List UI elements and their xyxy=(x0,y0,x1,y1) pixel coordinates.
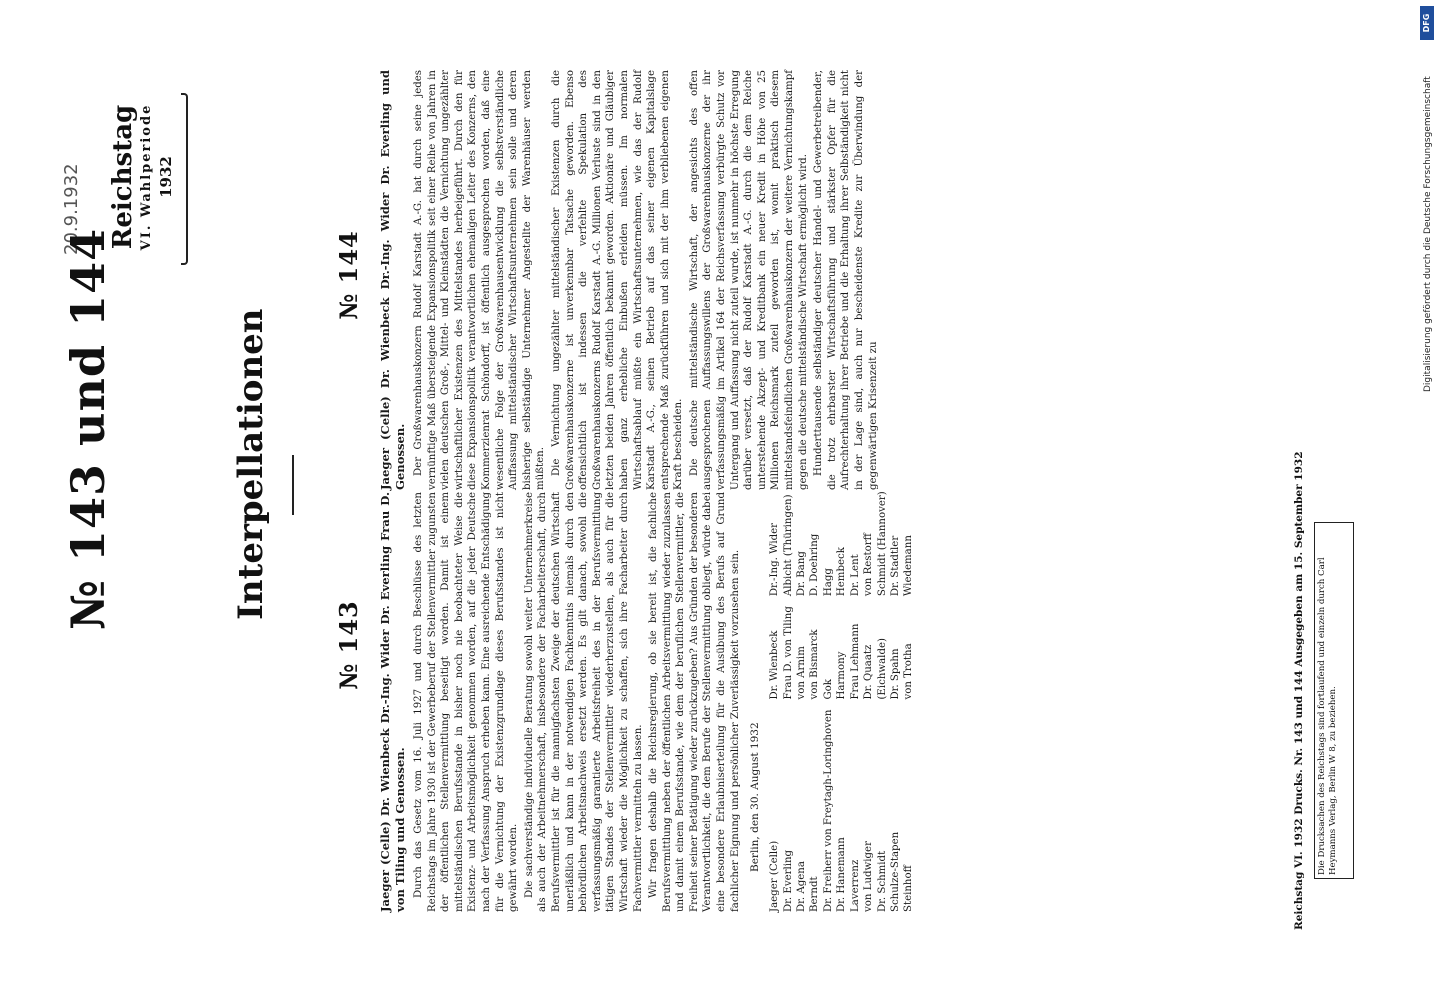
signatory: Gok xyxy=(822,679,834,700)
footer-note-box xyxy=(1314,522,1354,879)
signatories-list xyxy=(768,492,915,912)
interpellation-143-number: № 143 xyxy=(334,600,363,690)
signatory: von Arnim xyxy=(796,646,808,700)
handwritten-date: 20.9.1932 xyxy=(61,163,82,255)
interpellation-144-authors: Jaeger (Celle) Dr. Wienbeck Dr.-Ing. Wider Dr. Everling und Genossen. xyxy=(378,70,407,490)
signatory: Harmony xyxy=(836,651,848,700)
signatory: Dr. Schmidt xyxy=(876,850,888,912)
signatory: Dr. Spahn xyxy=(889,648,901,700)
paragraph: Der Großwarenhauskonzern Rudolf Karstadt A.-G. hat durch seine jedes vernünftige Maß übersteigende Expansionspolitik seit einer Reihe von Jahren in vielen deutschen Groß-, Mittel- und Kleinstädten die Vernichtung ungezählter wirtschaftlicher Existenzen des Mittelstandes herbeigeführt. Durch den für diese Expansionspolitik verantwortlichen ehemaligen Leiter des Konzerns, den Kommerzienrat Schöndorff, ist öffentlich ausgesprochen worden, daß eine wesentliche Folge der Großwarenhausentwicklung die selbstverständliche Auffassung mittelständischer Wirtschaftsunternehmen sein solle und deren bisherige selbständige Unternehmer Angestellte der Warenhäuser werden müßten. xyxy=(413,70,547,490)
footer-note: Die Drucksachen des Reichstags sind fortlaufend und einzeln durch Carl Heymanns Verlag, Berlin W 8, zu beziehen. xyxy=(1317,557,1338,875)
paragraph: Die deutsche mittelständische Wirtschaft, der angesichts des offen ausgesprochenen Auffassungswillens der Großwarenhauskonzerne der ihr verfassungsmäßig im Artikel 164 der Reichsverfassung verbürgte Schutz vor Untergang und Auffassung nicht zuteil wurde, ist nunmehr in höchste Erregung darüber versetzt, daß der Rudolf Karstadt A.-G. durch die dem Reiche unterstehende Akzept- und Kreditbank ein neuer Kredit in Höhe von 25 Millionen Reichsmark zuteil geworden ist, womit praktisch diesem mittelstandsfeindlichen Großwarenhauskonzern der weitere Vernichtungskampf gegen die deutsche mittelständische Wirtschaft ermöglicht wird. xyxy=(688,70,809,490)
reichstag-header xyxy=(108,92,188,262)
parliament-name: Reichstag xyxy=(108,104,138,250)
signatory: Dr. Agena xyxy=(796,861,808,912)
signatory: Dr. Bang xyxy=(796,551,808,597)
paragraph: Die sachverständige individuelle Beratung sowohl weiter Unternehmerkreise als auch der Arbeitnehmerschaft, insbesondere der Facharbeiterschaft, durch Berufsvermittler ist für die mannigfachsten Zweige der deutschen Wirtschaft unerläßlich und kann in der notwendigen Fachkenntnis niemals durch den behördlichen Arbeitsnachweis ersetzt werden. Es gilt danach, sowohl die verfassungsmäßig garantierte Arbeitsfreiheit des in der Berufsvermittlung tätigen Standes der Stellenvermittler wiederherzustellen, als auch für die Wirtschaft wieder die Möglichkeit zu schaffen, sich ihre Facharbeiter durch Fachvermittler vermitteln zu lassen. xyxy=(523,492,644,912)
section-title: Interpellationen xyxy=(231,308,271,620)
signatory: Laverrenz xyxy=(849,859,861,912)
dfg-credit-text: Digitalisierung gefördert durch die Deutsche Forschungsgemeinschaft xyxy=(1423,76,1433,392)
signatory: Dr. Lent xyxy=(849,554,861,597)
signatory: Dr. Hanemann xyxy=(836,837,848,912)
signatory: Dr. Everling xyxy=(782,849,794,912)
place-date: Berlin, den 30. August 1932 xyxy=(749,722,762,872)
signatory: Berndt xyxy=(809,876,821,912)
interpellation-144-body xyxy=(378,70,1278,490)
signatory: Dr. Stadtler xyxy=(889,535,901,597)
signatory: Hembeck xyxy=(836,547,848,597)
document-number-title: № 143 und 144 xyxy=(61,227,115,630)
dfg-badge-label: DFG xyxy=(1422,13,1431,33)
paragraph: Wir fragen deshalb die Reichsregierung, ob sie bereit ist, die fachliche Berufsvermittlung neben der öffentlichen Arbeitsvermittlung wieder zuzulassen und damit einem Berufsstande, wie dem der beruflichen Stellenvermittler, die Freiheit seiner Betätigung wieder zurückzugeben? Aus Gründen der besonderen Verantwortlichkeit, die dem Berufe der Stellenvermittlung obliegt, würde dabei eine besondere Erlaubniserteilung für die Ausübung des Berufs auf Grund fachlicher Eignung und persönlicher Zuverlässigkeit vorzusehen sein. xyxy=(648,492,741,912)
header-bracket xyxy=(181,93,188,265)
year-label: 1932 xyxy=(157,156,175,198)
title-rule xyxy=(292,455,294,515)
interpellation-144-number: № 144 xyxy=(334,230,363,320)
signatory: Steinhoff xyxy=(903,865,915,912)
signatory: von Ludwiger xyxy=(863,841,875,912)
signatory: D. Doehring xyxy=(809,533,821,597)
signatory: Schmidt (Hannover) xyxy=(876,491,888,597)
signatory: Frau Lehmann xyxy=(849,623,861,700)
footer-line: Reichstag VI. 1932 Drucks. Nr. 143 und 144 Ausgegeben am 15. September 1932 xyxy=(1293,451,1305,930)
signatory: Frau D. von Tiling xyxy=(782,606,794,700)
signatory: von Restorff xyxy=(863,533,875,597)
signatory: Albicht (Thüringen) xyxy=(782,494,794,597)
paragraph: Hunderttausende selbständiger deutscher Handel- und Gewerbetreibender, die trotz ehrbarster Wirtschaftsführung und stärkster Opfer für die Aufrechterhaltung ihrer Betriebe und die Erhaltung ihrer Selbständigkeit nicht in der Lage sind, auch nur bescheidenste Kredite zur Überwindung der gegenwärtigen Krisenzeit zu xyxy=(813,70,879,490)
period-label: VI. Wahlperiode xyxy=(139,103,154,251)
paragraph: Die Vernichtung ungezählter mittelständischer Existenzen durch die Großwarenhauskonzerne ist unverkennbar Tatsache geworden. Ebenso offensichtlich ist indessen die verfehlte Spekulation des Großwarenhauskonzerns Rudolf Karstadt A.-G. Millionen Verluste sind in den letzten beiden Jahren öffentlich bekannt geworden. Aktionäre und Gläubiger haben ganz erhebliche Einbußen erleiden müssen. Im normalen Wirtschaftsablauf müßte ein Wirtschaftsunternehmen, wie das der Rudolf Karstadt A.-G., seinen Betrieb auf das seiner eigenen Kapitalslage entsprechende Maß zurückführen und sich mit der ihm verbliebenen eigenen Kraft bescheiden. xyxy=(550,70,685,490)
signatory: Dr. Wienbeck xyxy=(769,630,781,700)
signatory: Dr. Quaatz xyxy=(863,644,875,700)
signatory: Wiedemann xyxy=(903,535,915,597)
signatory: Dr.-Ing. Wider xyxy=(769,522,781,597)
interpellation-143-authors: Jaeger (Celle) Dr. Wienbeck Dr.-Ing. Wider Dr. Everling Frau D. von Tiling und Genossen. xyxy=(378,492,407,912)
signatory: von Bismarck xyxy=(809,629,821,700)
signatory: Schulze-Stapen xyxy=(889,831,901,912)
paragraph: Durch das Gesetz vom 16. Juli 1927 und durch Beschlüsse des letzten Reichstags im Jahre 1930 ist der Gewerbeberuf der Stellenvermittler zugunsten der öffentlichen Stellenvermittlung beseitigt worden. Damit ist einem mittelständischen Berufsstande in bisher noch nie beobachteter Weise die Existenz- und Arbeitsmöglichkeit genommen worden, auf die jeder Deutsche nach der Verfassung Anspruch erheben kann. Eine ausreichende Entschädigung für die Vernichtung der Existenzgrundlage dieses Berufsstandes ist nicht gewährt worden. xyxy=(413,492,520,912)
signatory: (Eichwalde) xyxy=(876,638,888,700)
signatory: Dr. Freiherr von Freytagh-Loringhoven xyxy=(822,709,834,912)
signatory: von Trotha xyxy=(903,643,915,700)
dfg-badge xyxy=(1420,6,1434,40)
signatory: Hagg xyxy=(822,568,834,597)
interpellation-143-body xyxy=(378,492,1058,912)
signatory: Jaeger (Celle) xyxy=(769,840,781,912)
